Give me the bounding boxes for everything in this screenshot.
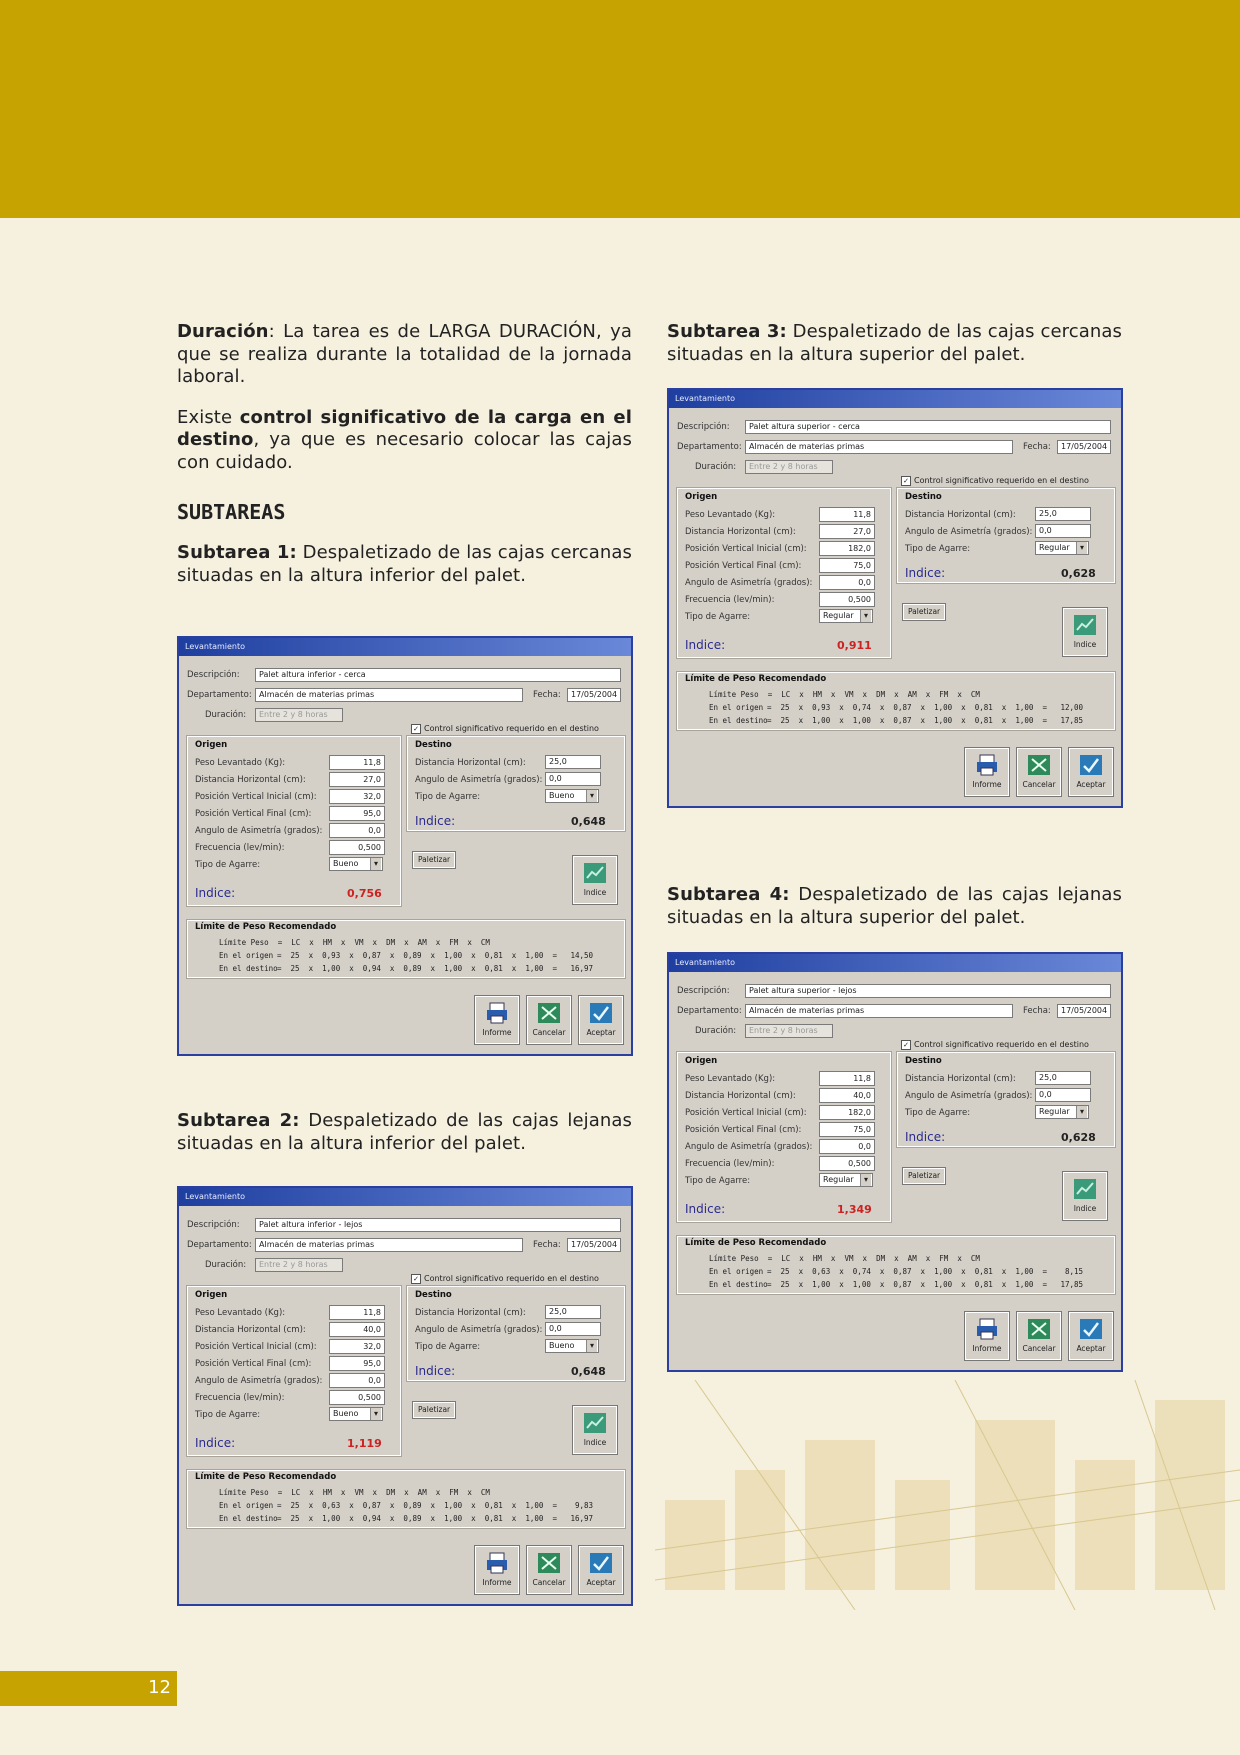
- window-titlebar: Levantamiento: [669, 954, 1121, 972]
- chart-icon: [1073, 1178, 1097, 1200]
- indice-origen-value: 0,756: [347, 887, 382, 900]
- distancia-label: Distancia Horizontal (cm):: [195, 1325, 306, 1335]
- posicion-inicial-label: Posición Vertical Inicial (cm):: [685, 1108, 807, 1118]
- cancelar-button[interactable]: Cancelar: [1017, 748, 1061, 796]
- destino-title: Destino: [905, 492, 942, 502]
- angulo-input[interactable]: 0,0: [329, 823, 385, 838]
- duracion-select[interactable]: Entre 2 y 8 horas: [255, 708, 343, 722]
- accept-icon: [1079, 754, 1103, 776]
- destino-angulo-label: Angulo de Asimetría (grados):: [415, 1325, 543, 1335]
- subtarea-2-block: [177, 1110, 632, 1155]
- printer-icon: [975, 1318, 999, 1340]
- printer-icon: [485, 1002, 509, 1024]
- limite-header: Límite Peso = LC x HM x VM x DM x AM x FM x CM: [709, 1254, 980, 1263]
- destino-title: Destino: [415, 1290, 452, 1300]
- cancel-icon: [1027, 1318, 1051, 1340]
- posicion-inicial-label: Posición Vertical Inicial (cm):: [685, 544, 807, 554]
- accept-icon: [589, 1002, 613, 1024]
- angulo-label: Angulo de Asimetría (grados):: [685, 578, 813, 588]
- destino-distancia-input[interactable]: 25,0: [545, 1305, 601, 1319]
- destino-row-label: En el destino: [709, 716, 768, 725]
- descripcion-input[interactable]: Palet altura inferior - lejos: [255, 1218, 621, 1232]
- frecuencia-input[interactable]: 0,500: [819, 592, 875, 607]
- duracion-label: Duración:: [205, 710, 247, 720]
- descripcion-input[interactable]: Palet altura inferior - cerca: [255, 668, 621, 682]
- subtarea-3-text: Subtarea 3: Despaletizado de las cajas cercanas situadas en la altura superior del palet.: [667, 321, 1122, 365]
- fecha-input[interactable]: 17/05/2004: [1057, 1004, 1111, 1018]
- departamento-label: Departamento:: [187, 1240, 252, 1250]
- ergonomic-calc-window: [667, 952, 1123, 1372]
- paletizar-button[interactable]: Paletizar: [413, 852, 455, 868]
- limite-destino-values: = 25 x 1,00 x 0,94 x 0,89 x 1,00 x 0,81 x 1,00 = 16,97: [277, 964, 594, 973]
- posicion-final-input[interactable]: 75,0: [819, 1122, 875, 1137]
- descripcion-input[interactable]: Palet altura superior - cerca: [745, 420, 1111, 434]
- departamento-input[interactable]: Almacén de materias primas: [255, 1238, 523, 1252]
- peso-input[interactable]: 11,8: [329, 1305, 385, 1320]
- frecuencia-input[interactable]: 0,500: [329, 840, 385, 855]
- informe-button[interactable]: Informe: [965, 748, 1009, 796]
- indice-destino-label: Indice:: [905, 566, 946, 580]
- posicion-inicial-label: Posición Vertical Inicial (cm):: [195, 792, 317, 802]
- warehouse-illustration: [655, 1380, 1240, 1610]
- indice-destino-value: 0,628: [1061, 1131, 1096, 1144]
- angulo-label: Angulo de Asimetría (grados):: [685, 1142, 813, 1152]
- origen-row-label: En el origen: [709, 1267, 764, 1276]
- agarre-select[interactable]: Regular ▾: [819, 609, 873, 623]
- fecha-label: Fecha:: [533, 690, 561, 700]
- distancia-input[interactable]: 27,0: [329, 772, 385, 787]
- indice-button[interactable]: Indice: [1063, 1172, 1107, 1220]
- fecha-input[interactable]: 17/05/2004: [567, 1238, 621, 1252]
- indice-destino-label: Indice:: [415, 1364, 456, 1378]
- duracion-select[interactable]: Entre 2 y 8 horas: [745, 1024, 833, 1038]
- destino-agarre-select[interactable]: Bueno ▾: [545, 789, 599, 803]
- descripcion-label: Descripción:: [677, 422, 730, 432]
- destino-angulo-input[interactable]: 0,0: [1035, 524, 1091, 538]
- informe-button[interactable]: Informe: [475, 996, 519, 1044]
- posicion-inicial-input[interactable]: 182,0: [819, 1105, 875, 1120]
- chart-icon: [583, 862, 607, 884]
- indice-destino-value: 0,648: [571, 815, 606, 828]
- subtarea-1-text: Subtarea 1: Despaletizado de las cajas cercanas situadas en la altura inferior del palet.: [177, 542, 632, 586]
- fecha-label: Fecha:: [533, 1240, 561, 1250]
- descripcion-label: Descripción:: [187, 670, 240, 680]
- destino-row-label: En el destino: [709, 1280, 768, 1289]
- cancel-icon: [537, 1552, 561, 1574]
- agarre-label: Tipo de Agarre:: [195, 860, 261, 870]
- destino-row-label: En el destino: [219, 964, 278, 973]
- indice-origen-value: 1,349: [837, 1203, 872, 1216]
- departamento-input[interactable]: Almacén de materias primas: [745, 440, 1013, 454]
- distancia-input[interactable]: 40,0: [819, 1088, 875, 1103]
- limite-title: Límite de Peso Recomendado: [685, 1238, 827, 1248]
- subtarea-3-block: [667, 321, 1122, 366]
- posicion-final-label: Posición Vertical Final (cm):: [685, 561, 802, 571]
- posicion-inicial-input[interactable]: 32,0: [329, 789, 385, 804]
- control-checkbox[interactable]: ✓ Control significativo requerido en el destino: [901, 1040, 1089, 1050]
- origen-title: Origen: [195, 1290, 228, 1300]
- frecuencia-label: Frecuencia (lev/min):: [195, 843, 285, 853]
- chart-icon: [1073, 614, 1097, 636]
- posicion-inicial-label: Posición Vertical Inicial (cm):: [195, 1342, 317, 1352]
- destino-title: Destino: [415, 740, 452, 750]
- frecuencia-label: Frecuencia (lev/min):: [195, 1393, 285, 1403]
- fecha-input[interactable]: 17/05/2004: [1057, 440, 1111, 454]
- limite-header: Límite Peso = LC x HM x VM x DM x AM x FM x CM: [219, 1488, 490, 1497]
- control-paragraph: Existe control significativo de la carga en el destino, ya que es necesario colocar las cajas con cuidado.: [177, 406, 632, 473]
- destino-agarre-label: Tipo de Agarre:: [905, 1108, 971, 1118]
- destino-distancia-input[interactable]: 25,0: [545, 755, 601, 769]
- origen-row-label: En el origen: [709, 703, 764, 712]
- indice-origen-label: Indice:: [685, 1202, 726, 1216]
- peso-input[interactable]: 11,8: [819, 1071, 875, 1086]
- subtarea-2-text: Subtarea 2: Despaletizado de las cajas lejanas situadas en la altura inferior del palet.: [177, 1110, 632, 1154]
- paletizar-button[interactable]: Paletizar: [413, 1402, 455, 1418]
- agarre-label: Tipo de Agarre:: [685, 612, 751, 622]
- peso-input[interactable]: 11,8: [329, 755, 385, 770]
- duracion-select[interactable]: Entre 2 y 8 horas: [255, 1258, 343, 1272]
- aceptar-button[interactable]: Aceptar: [1069, 748, 1113, 796]
- agarre-select[interactable]: Bueno ▾: [329, 1407, 383, 1421]
- distancia-label: Distancia Horizontal (cm):: [685, 1091, 796, 1101]
- paletizar-button[interactable]: Paletizar: [903, 1168, 945, 1184]
- window-titlebar: Levantamiento: [179, 1188, 631, 1206]
- indice-destino-label: Indice:: [905, 1130, 946, 1144]
- indice-origen-label: Indice:: [195, 1436, 236, 1450]
- limite-destino-values: = 25 x 1,00 x 1,00 x 0,87 x 1,00 x 0,81 x 1,00 = 17,85: [767, 1280, 1084, 1289]
- angulo-input[interactable]: 0,0: [329, 1373, 385, 1388]
- posicion-inicial-input[interactable]: 32,0: [329, 1339, 385, 1354]
- departamento-label: Departamento:: [187, 690, 252, 700]
- limite-destino-values: = 25 x 1,00 x 0,94 x 0,89 x 1,00 x 0,81 x 1,00 = 16,97: [277, 1514, 594, 1523]
- descripcion-label: Descripción:: [187, 1220, 240, 1230]
- angulo-input[interactable]: 0,0: [819, 1139, 875, 1154]
- destino-distancia-input[interactable]: 25,0: [1035, 1071, 1091, 1085]
- cancel-icon: [1027, 754, 1051, 776]
- chart-icon: [583, 1412, 607, 1434]
- duracion-select[interactable]: Entre 2 y 8 horas: [745, 460, 833, 474]
- control-checkbox[interactable]: ✓ Control significativo requerido en el destino: [901, 476, 1089, 486]
- agarre-select[interactable]: Bueno ▾: [329, 857, 383, 871]
- distancia-input[interactable]: 40,0: [329, 1322, 385, 1337]
- destino-angulo-input[interactable]: 0,0: [545, 772, 601, 786]
- peso-input[interactable]: 11,8: [819, 507, 875, 522]
- indice-destino-label: Indice:: [415, 814, 456, 828]
- limite-title: Límite de Peso Recomendado: [195, 922, 337, 932]
- printer-icon: [975, 754, 999, 776]
- destino-row-label: En el destino: [219, 1514, 278, 1523]
- destino-angulo-label: Angulo de Asimetría (grados):: [905, 1091, 1033, 1101]
- left-column: [177, 321, 632, 587]
- distancia-label: Distancia Horizontal (cm):: [195, 775, 306, 785]
- duracion-paragraph: Duración: La tarea es de LARGA DURACIÓN, ya que se realiza durante la totalidad de la jornada laboral.: [177, 321, 632, 387]
- posicion-final-label: Posición Vertical Final (cm):: [195, 809, 312, 819]
- destino-agarre-select[interactable]: Regular ▾: [1035, 1105, 1089, 1119]
- fecha-input[interactable]: 17/05/2004: [567, 688, 621, 702]
- angulo-label: Angulo de Asimetría (grados):: [195, 1376, 323, 1386]
- limite-header: Límite Peso = LC x HM x VM x DM x AM x FM x CM: [219, 938, 490, 947]
- informe-button[interactable]: Informe: [965, 1312, 1009, 1360]
- limite-origen-values: = 25 x 0,63 x 0,74 x 0,87 x 1,00 x 0,81 x 1,00 = 8,15: [767, 1267, 1084, 1276]
- cancelar-button[interactable]: Cancelar: [527, 1546, 571, 1594]
- subtareas-heading: SUBTAREAS: [177, 500, 286, 524]
- destino-agarre-label: Tipo de Agarre:: [415, 792, 481, 802]
- posicion-final-input[interactable]: 95,0: [329, 1356, 385, 1371]
- posicion-final-input[interactable]: 75,0: [819, 558, 875, 573]
- frecuencia-label: Frecuencia (lev/min):: [685, 1159, 775, 1169]
- departamento-input[interactable]: Almacén de materias primas: [745, 1004, 1013, 1018]
- frecuencia-label: Frecuencia (lev/min):: [685, 595, 775, 605]
- indice-destino-value: 0,628: [1061, 567, 1096, 580]
- window-titlebar: Levantamiento: [669, 390, 1121, 408]
- window-titlebar: Levantamiento: [179, 638, 631, 656]
- aceptar-button[interactable]: Aceptar: [1069, 1312, 1113, 1360]
- indice-button[interactable]: Indice: [573, 1406, 617, 1454]
- aceptar-button[interactable]: Aceptar: [579, 1546, 623, 1594]
- limite-destino-values: = 25 x 1,00 x 1,00 x 0,87 x 1,00 x 0,81 x 1,00 = 17,85: [767, 716, 1084, 725]
- indice-origen-value: 0,911: [837, 639, 872, 652]
- origen-row-label: En el origen: [219, 1501, 274, 1510]
- ergonomic-calc-window: [177, 1186, 633, 1606]
- departamento-label: Departamento:: [677, 1006, 742, 1016]
- informe-button[interactable]: Informe: [475, 1546, 519, 1594]
- origen-title: Origen: [685, 492, 718, 502]
- limite-header: Límite Peso = LC x HM x VM x DM x AM x FM x CM: [709, 690, 980, 699]
- descripcion-input[interactable]: Palet altura superior - lejos: [745, 984, 1111, 998]
- frecuencia-input[interactable]: 0,500: [819, 1156, 875, 1171]
- destino-distancia-input[interactable]: 25,0: [1035, 507, 1091, 521]
- agarre-label: Tipo de Agarre:: [195, 1410, 261, 1420]
- subtarea-4-text: Subtarea 4: Despaletizado de las cajas lejanas situadas en la altura superior del palet.: [667, 884, 1122, 928]
- indice-origen-label: Indice:: [195, 886, 236, 900]
- destino-distancia-label: Distancia Horizontal (cm):: [415, 758, 526, 768]
- posicion-final-label: Posición Vertical Final (cm):: [195, 1359, 312, 1369]
- page-number: 12: [0, 1671, 177, 1706]
- destino-title: Destino: [905, 1056, 942, 1066]
- destino-distancia-label: Distancia Horizontal (cm):: [905, 510, 1016, 520]
- destino-distancia-label: Distancia Horizontal (cm):: [415, 1308, 526, 1318]
- posicion-inicial-input[interactable]: 182,0: [819, 541, 875, 556]
- fecha-label: Fecha:: [1023, 1006, 1051, 1016]
- cancel-icon: [537, 1002, 561, 1024]
- destino-distancia-label: Distancia Horizontal (cm):: [905, 1074, 1016, 1084]
- posicion-final-input[interactable]: 95,0: [329, 806, 385, 821]
- control-checkbox[interactable]: ✓ Control significativo requerido en el destino: [411, 1274, 599, 1284]
- agarre-label: Tipo de Agarre:: [685, 1176, 751, 1186]
- paletizar-button[interactable]: Paletizar: [903, 604, 945, 620]
- duracion-label: Duración:: [205, 1260, 247, 1270]
- indice-destino-value: 0,648: [571, 1365, 606, 1378]
- limite-origen-values: = 25 x 0,93 x 0,87 x 0,89 x 1,00 x 0,81 x 1,00 = 14,50: [277, 951, 594, 960]
- destino-angulo-label: Angulo de Asimetría (grados):: [415, 775, 543, 785]
- descripcion-label: Descripción:: [677, 986, 730, 996]
- aceptar-button[interactable]: Aceptar: [579, 996, 623, 1044]
- printer-icon: [485, 1552, 509, 1574]
- destino-agarre-select[interactable]: Regular ▾: [1035, 541, 1089, 555]
- distancia-label: Distancia Horizontal (cm):: [685, 527, 796, 537]
- destino-angulo-input[interactable]: 0,0: [1035, 1088, 1091, 1102]
- angulo-label: Angulo de Asimetría (grados):: [195, 826, 323, 836]
- accept-icon: [1079, 1318, 1103, 1340]
- posicion-final-label: Posición Vertical Final (cm):: [685, 1125, 802, 1135]
- origen-title: Origen: [685, 1056, 718, 1066]
- origen-row-label: En el origen: [219, 951, 274, 960]
- cancelar-button[interactable]: Cancelar: [527, 996, 571, 1044]
- limite-origen-values: = 25 x 0,93 x 0,74 x 0,87 x 1,00 x 0,81 x 1,00 = 12,00: [767, 703, 1084, 712]
- destino-angulo-label: Angulo de Asimetría (grados):: [905, 527, 1033, 537]
- origen-title: Origen: [195, 740, 228, 750]
- indice-origen-label: Indice:: [685, 638, 726, 652]
- frecuencia-input[interactable]: 0,500: [329, 1390, 385, 1405]
- limite-title: Límite de Peso Recomendado: [685, 674, 827, 684]
- departamento-input[interactable]: Almacén de materias primas: [255, 688, 523, 702]
- duracion-label: Duración:: [695, 1026, 737, 1036]
- indice-origen-value: 1,119: [347, 1437, 382, 1450]
- limite-title: Límite de Peso Recomendado: [195, 1472, 337, 1482]
- peso-label: Peso Levantado (Kg):: [195, 758, 286, 768]
- subtarea-4-block: [667, 884, 1122, 929]
- ergonomic-calc-window: [667, 388, 1123, 808]
- accept-icon: [589, 1552, 613, 1574]
- agarre-select[interactable]: Regular ▾: [819, 1173, 873, 1187]
- indice-button[interactable]: Indice: [1063, 608, 1107, 656]
- angulo-input[interactable]: 0,0: [819, 575, 875, 590]
- limite-origen-values: = 25 x 0,63 x 0,87 x 0,89 x 1,00 x 0,81 x 1,00 = 9,83: [277, 1501, 594, 1510]
- header-band: [0, 0, 1240, 218]
- destino-agarre-label: Tipo de Agarre:: [415, 1342, 481, 1352]
- distancia-input[interactable]: 27,0: [819, 524, 875, 539]
- peso-label: Peso Levantado (Kg):: [195, 1308, 286, 1318]
- peso-label: Peso Levantado (Kg):: [685, 1074, 776, 1084]
- peso-label: Peso Levantado (Kg):: [685, 510, 776, 520]
- destino-agarre-label: Tipo de Agarre:: [905, 544, 971, 554]
- cancelar-button[interactable]: Cancelar: [1017, 1312, 1061, 1360]
- destino-agarre-select[interactable]: Bueno ▾: [545, 1339, 599, 1353]
- indice-button[interactable]: Indice: [573, 856, 617, 904]
- departamento-label: Departamento:: [677, 442, 742, 452]
- destino-angulo-input[interactable]: 0,0: [545, 1322, 601, 1336]
- control-checkbox[interactable]: ✓ Control significativo requerido en el destino: [411, 724, 599, 734]
- fecha-label: Fecha:: [1023, 442, 1051, 452]
- duracion-label: Duración:: [695, 462, 737, 472]
- ergonomic-calc-window: [177, 636, 633, 1056]
